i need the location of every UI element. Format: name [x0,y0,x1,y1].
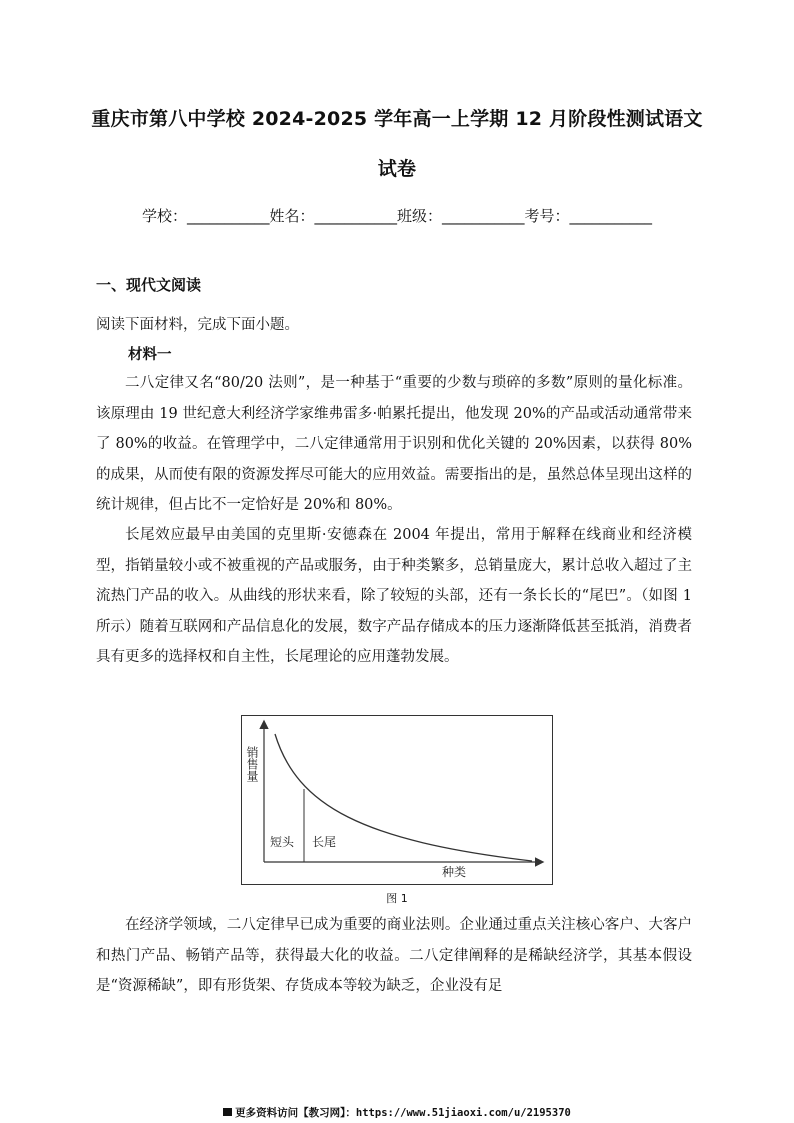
school-label: 学校： [141,207,187,225]
section-heading: 一、现代文阅读 [96,276,202,294]
paragraph-economics: 在经济学领域，二八定律早已成为重要的商业法则。企业通过重点关注核心客户、大客户和热门产品、畅销产品等，获得最大化的收益。二八定律阐释的是稀缺经济学，其基本假设是“资源稀缺”，即有形货架、存货成本等较为缺乏，企业没有足 [96,917,692,994]
x-axis-label: 种类 [442,865,467,879]
long-tail-figure [241,715,553,885]
document-title-line-1: 重庆市第八中学校 2024-2025 学年高一上学期 12 月阶段性测试语文 [91,108,703,130]
document-title-line-2: 试卷 [377,158,417,180]
flag-icon [223,1108,232,1116]
school-blank: ___________ [186,207,270,225]
material-heading: 材料一 [128,346,172,363]
figure-caption: 图 1 [386,892,408,905]
name-blank: ___________ [314,207,397,225]
reading-instruction: 阅读下面材料，完成下面小题。 [96,317,299,333]
paragraph-long-tail: 长尾效应最早由美国的克里斯·安德森在 2004 年提出，常用于解释在线商业和经济模型，指销量较小或不被重视的产品或服务，由于种类繁多，总销量庞大，累计总收入超过了主流热门产品的收入。从曲线的形状来看，除了较短的头部，还有一条长长的“尾巴”。（如图 1 所示）随着互联网和产品信息化的发展，数字产品存储成本的压力逐渐降低甚至抵消，消费者具有更多的选择权和自主性，长尾理论的应用蓬勃发展。 [96,527,692,665]
tail-label: 长尾 [312,835,337,849]
footer-link[interactable] [0,1105,794,1120]
head-label: 短头 [270,835,295,849]
class-label: 班级： [397,207,443,225]
paragraph-pareto: 二八定律又名“80/20 法则”，是一种基于“重要的少数与琐碎的多数”原则的量化标准。该原理由 19 世纪意大利经济学家维弗雷多·帕累托提出，他发现 20%的产品或活动通常带来了 80%的收益。在管理学中，二八定律通常用于识别和优化关键的 20%因素，以获得 80%的成果，从而使有限的资源发挥尽可能大的应用效益。需要指出的是，虽然总体呈现出这样的统计规律，但占比不一定恰好是 20%和 80%。 [96,375,692,513]
student-info-fields [0,205,794,226]
long-tail-chart [242,716,552,884]
class-blank: ___________ [442,207,525,225]
exam-number-label: 考号： [524,207,570,225]
exam-number-blank: ___________ [569,207,653,225]
footer-text[interactable]: 更多资料访问【教习网】：https://www.51jiaoxi.com/u/2195370 [235,1107,571,1119]
name-label: 姓名： [269,207,315,225]
y-axis-label: 销售量 [245,746,259,782]
